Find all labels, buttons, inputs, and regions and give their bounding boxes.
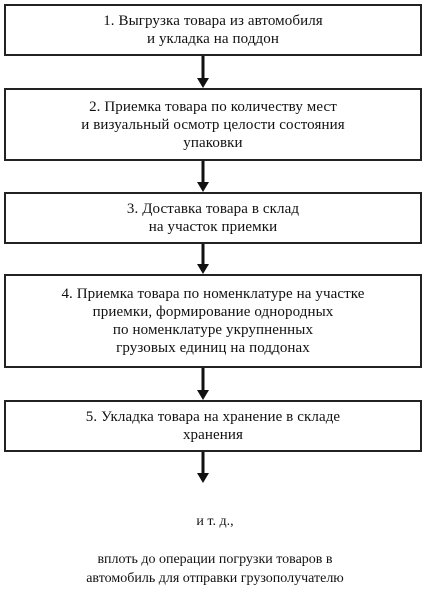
arrow-3-to-4 <box>197 244 209 274</box>
arrow-5-to-footnote <box>197 452 209 483</box>
continuation-note <box>0 493 430 607</box>
arrow-1-to-2 <box>197 56 209 88</box>
continuation-note-line-1: и т. д., <box>196 514 234 529</box>
arrow-head-icon <box>197 390 209 400</box>
arrow-2-to-3 <box>197 161 209 192</box>
step-3-label: 3. Доставка товара в склад на участок приемки <box>126 201 300 235</box>
arrow-4-to-5 <box>197 368 209 400</box>
arrow-head-icon <box>197 78 209 88</box>
step-1-label: 1. Выгрузка товара из автомобиля и укладка на поддон <box>103 13 323 47</box>
step-2-label: 2. Приемка товара по количеству мест и визуальный осмотр целости состояния упаковки <box>81 98 345 151</box>
arrow-head-icon <box>197 264 209 274</box>
step-4-label: 4. Приемка товара по номенклатуре на участке приемки, формирование однородных по номенклатуре укрупненных грузовых единиц на поддонах <box>61 286 365 356</box>
arrow-head-icon <box>197 473 209 483</box>
arrow-head-icon <box>197 182 209 192</box>
continuation-note-line-2: вплоть до операции погрузки товаров в автомобиль для отправки грузополучателю <box>86 552 344 586</box>
step-5-label: 5. Укладка товара на хранение в складе хранения <box>85 409 341 443</box>
